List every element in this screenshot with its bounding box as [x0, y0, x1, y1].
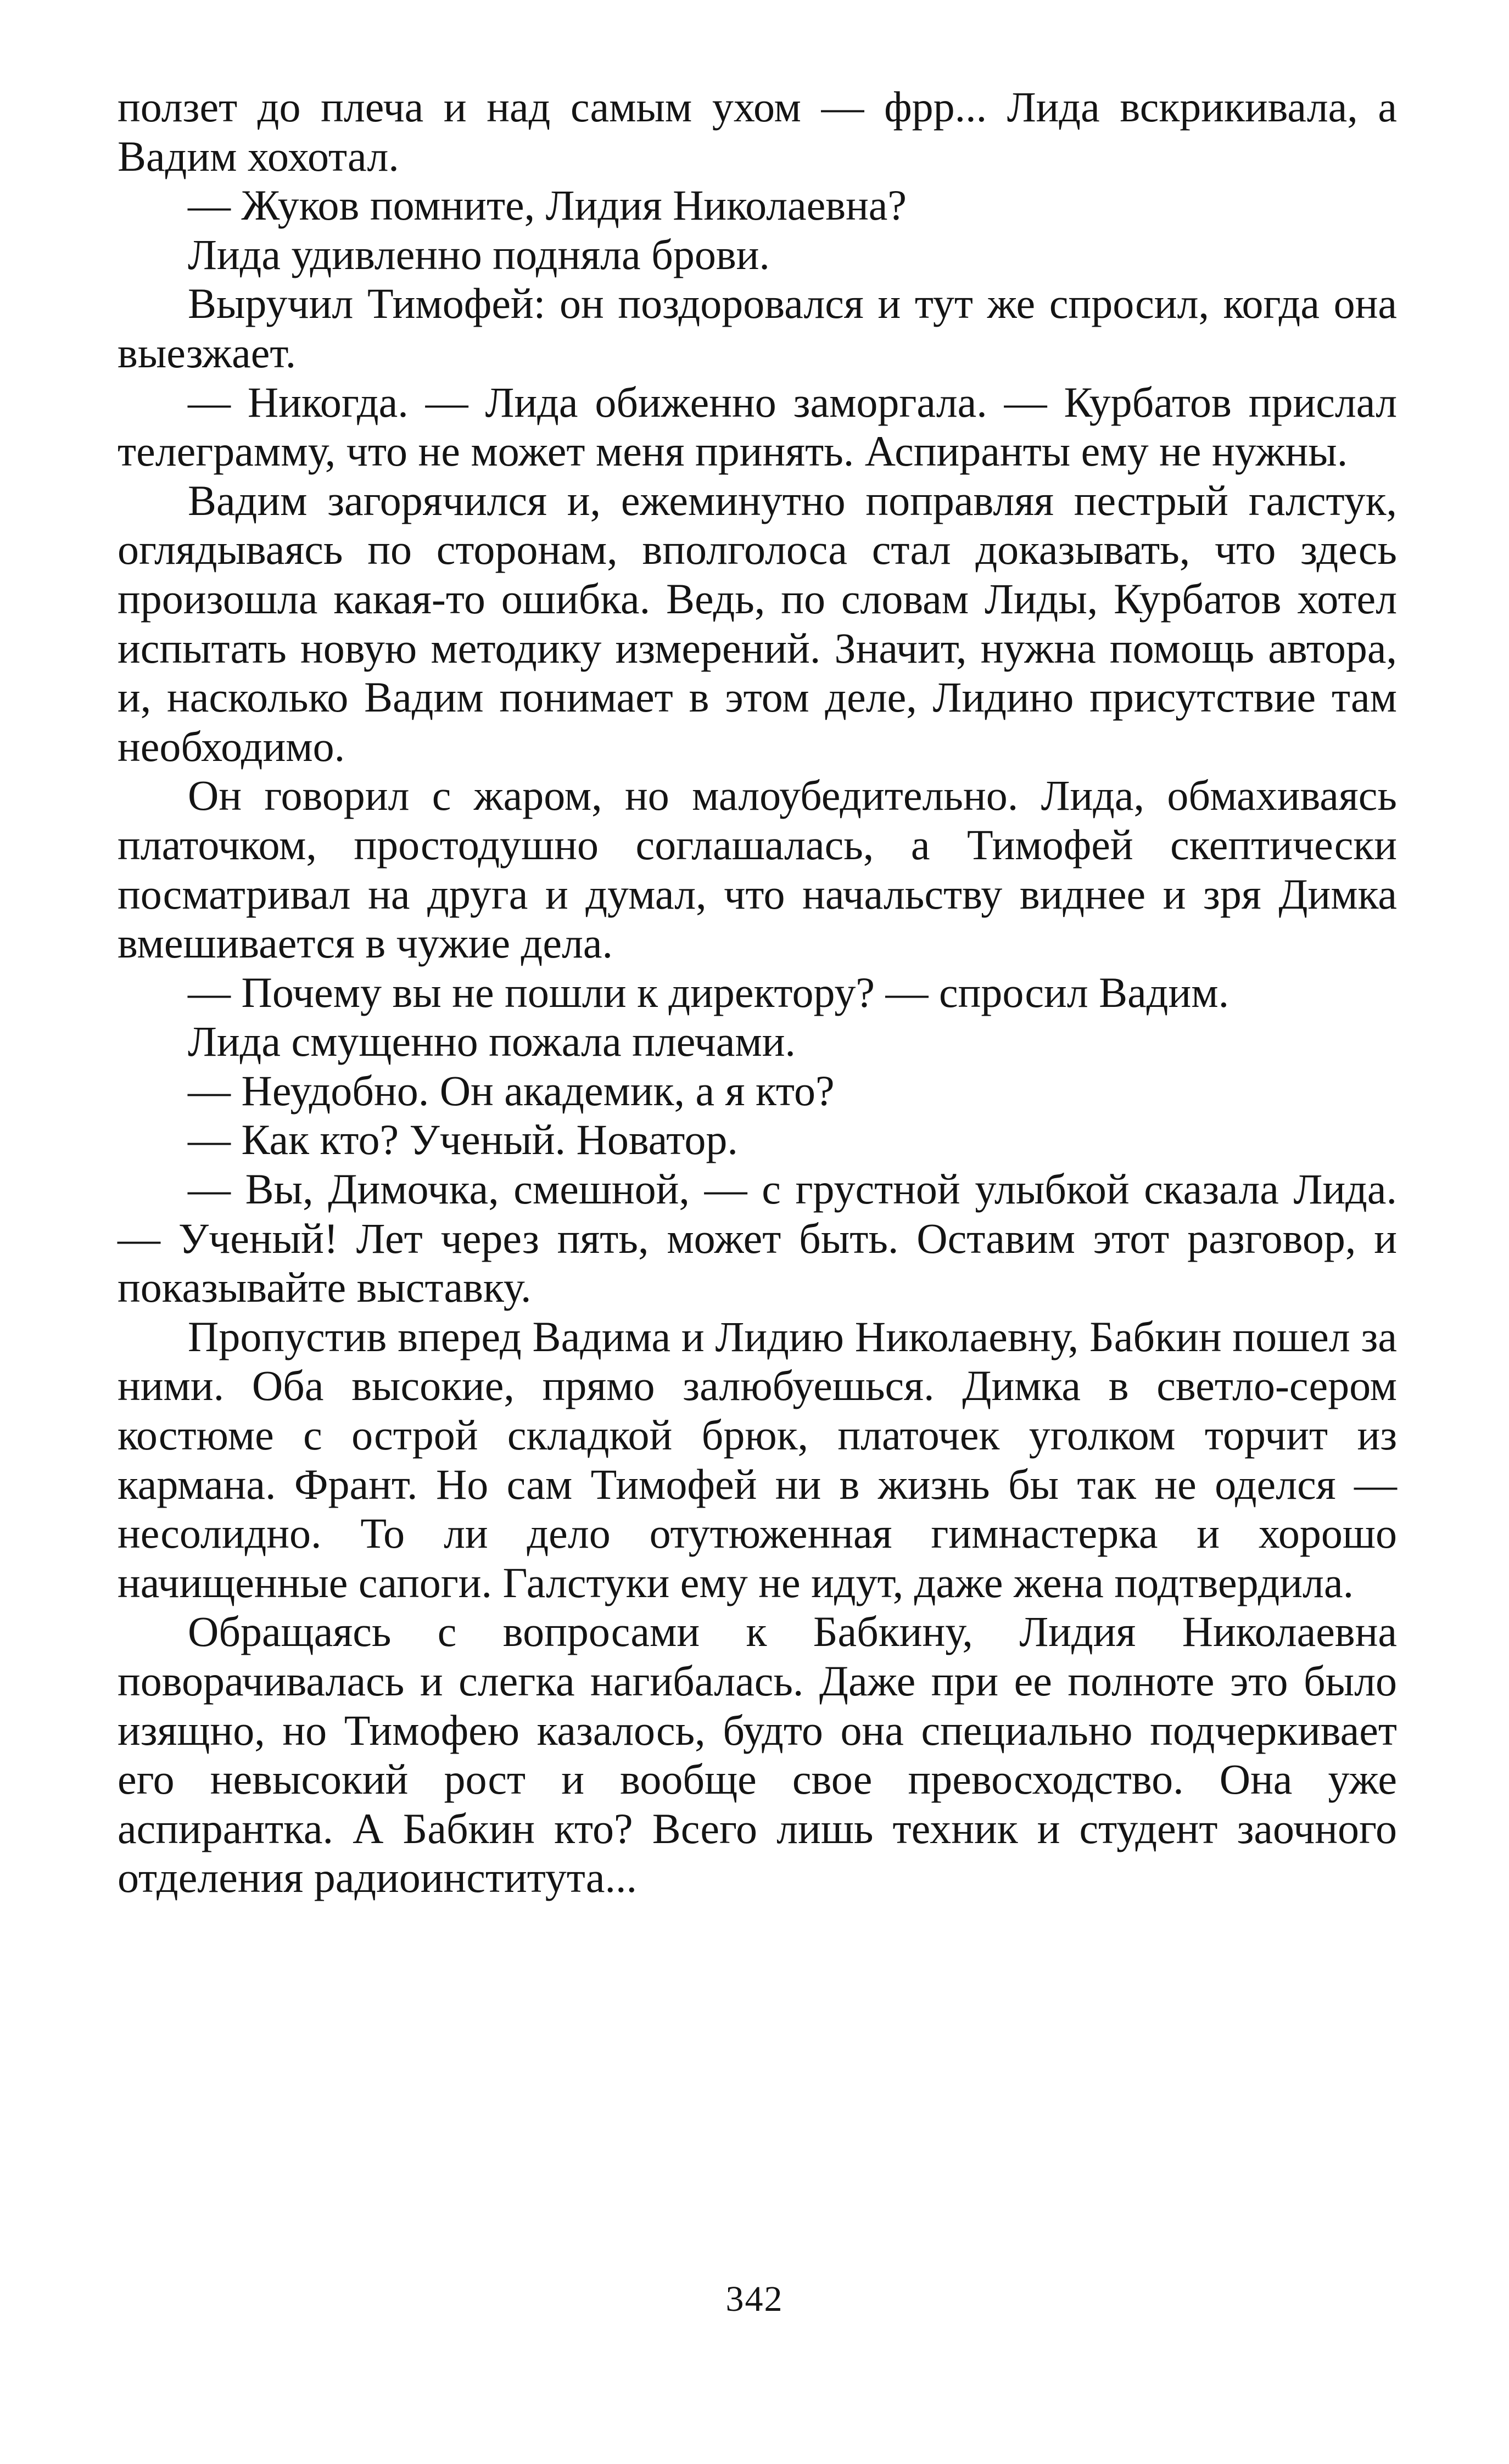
paragraph-12: — Вы, Димочка, смешной, — с грустной улыбкой сказала Лида. — Ученый! Лет через пять, может быть. Оставим этот разговор, и показывайте выставку.	[118, 1165, 1397, 1312]
paragraph-9: Лида смущенно пожала плечами.	[188, 1017, 796, 1066]
paragraph-14: Обращаясь с вопросами к Бабкину, Лидия Николаевна поворачивалась и слегка нагибалась. Даже при ее полноте это было изящно, но Тимофею казалось, будто она специально подчеркивает его невысокий рост и вообще свое превосходство. Она уже аспирантка. А Бабкин кто? Всего лишь техник и студент заочного отделения радиоинститута...	[118, 1608, 1397, 1902]
paragraph-13: Пропустив вперед Вадима и Лидию Николаевну, Бабкин пошел за ними. Оба высокие, прямо залюбуешься. Димка в светло-сером костюме с острой складкой брюк, платочек уголком торчит из кармана. Франт. Но сам Тимофей ни в жизнь бы так не оделся — несолидно. То ли дело отутюженная гимнастерка и хорошо начищенные сапоги. Галстуки ему не идут, даже жена подтвердила.	[118, 1312, 1397, 1606]
paragraph-2: — Жуков помните, Лидия Николаевна?	[188, 181, 907, 229]
paragraph-1: ползет до плеча и над самым ухом — фрр... Лида вскрикивала, а Вадим хохотал.	[118, 83, 1397, 180]
paragraph-10: — Неудобно. Он академик, а я кто?	[188, 1066, 835, 1115]
page-number: 342	[725, 2279, 784, 2319]
paragraph-11: — Как кто? Ученый. Новатор.	[188, 1116, 738, 1164]
paragraph-6: Вадим загорячился и, ежеминутно поправляя пестрый галстук, оглядываясь по сторонам, вполголоса стал доказывать, что здесь произошла какая-то ошибка. Ведь, по словам Лиды, Курбатов хотел испытать новую методику измерений. Значит, нужна помощь автора, и, насколько Вадим понимает в этом деле, Лидино присутствие там необходимо.	[118, 476, 1397, 770]
paragraph-3: Лида удивленно подняла брови.	[188, 230, 770, 278]
page-body	[118, 82, 1397, 2333]
paragraph-4: Выручил Тимофей: он поздоровался и тут же спросил, когда она выезжает.	[118, 279, 1397, 377]
paragraph-8: — Почему вы не пошли к директору? — спросил Вадим.	[188, 968, 1229, 1016]
paragraph-7: Он говорил с жаром, но малоубедительно. Лида, обмахиваясь платочком, простодушно соглашалась, а Тимофей скептически посматривал на друга и думал, что начальству виднее и зря Димка вмешивается в чужие дела.	[118, 771, 1397, 967]
paragraph-5: — Никогда. — Лида обиженно заморгала. — Курбатов прислал телеграмму, что не может меня принять. Аспиранты ему не нужны.	[118, 378, 1397, 475]
